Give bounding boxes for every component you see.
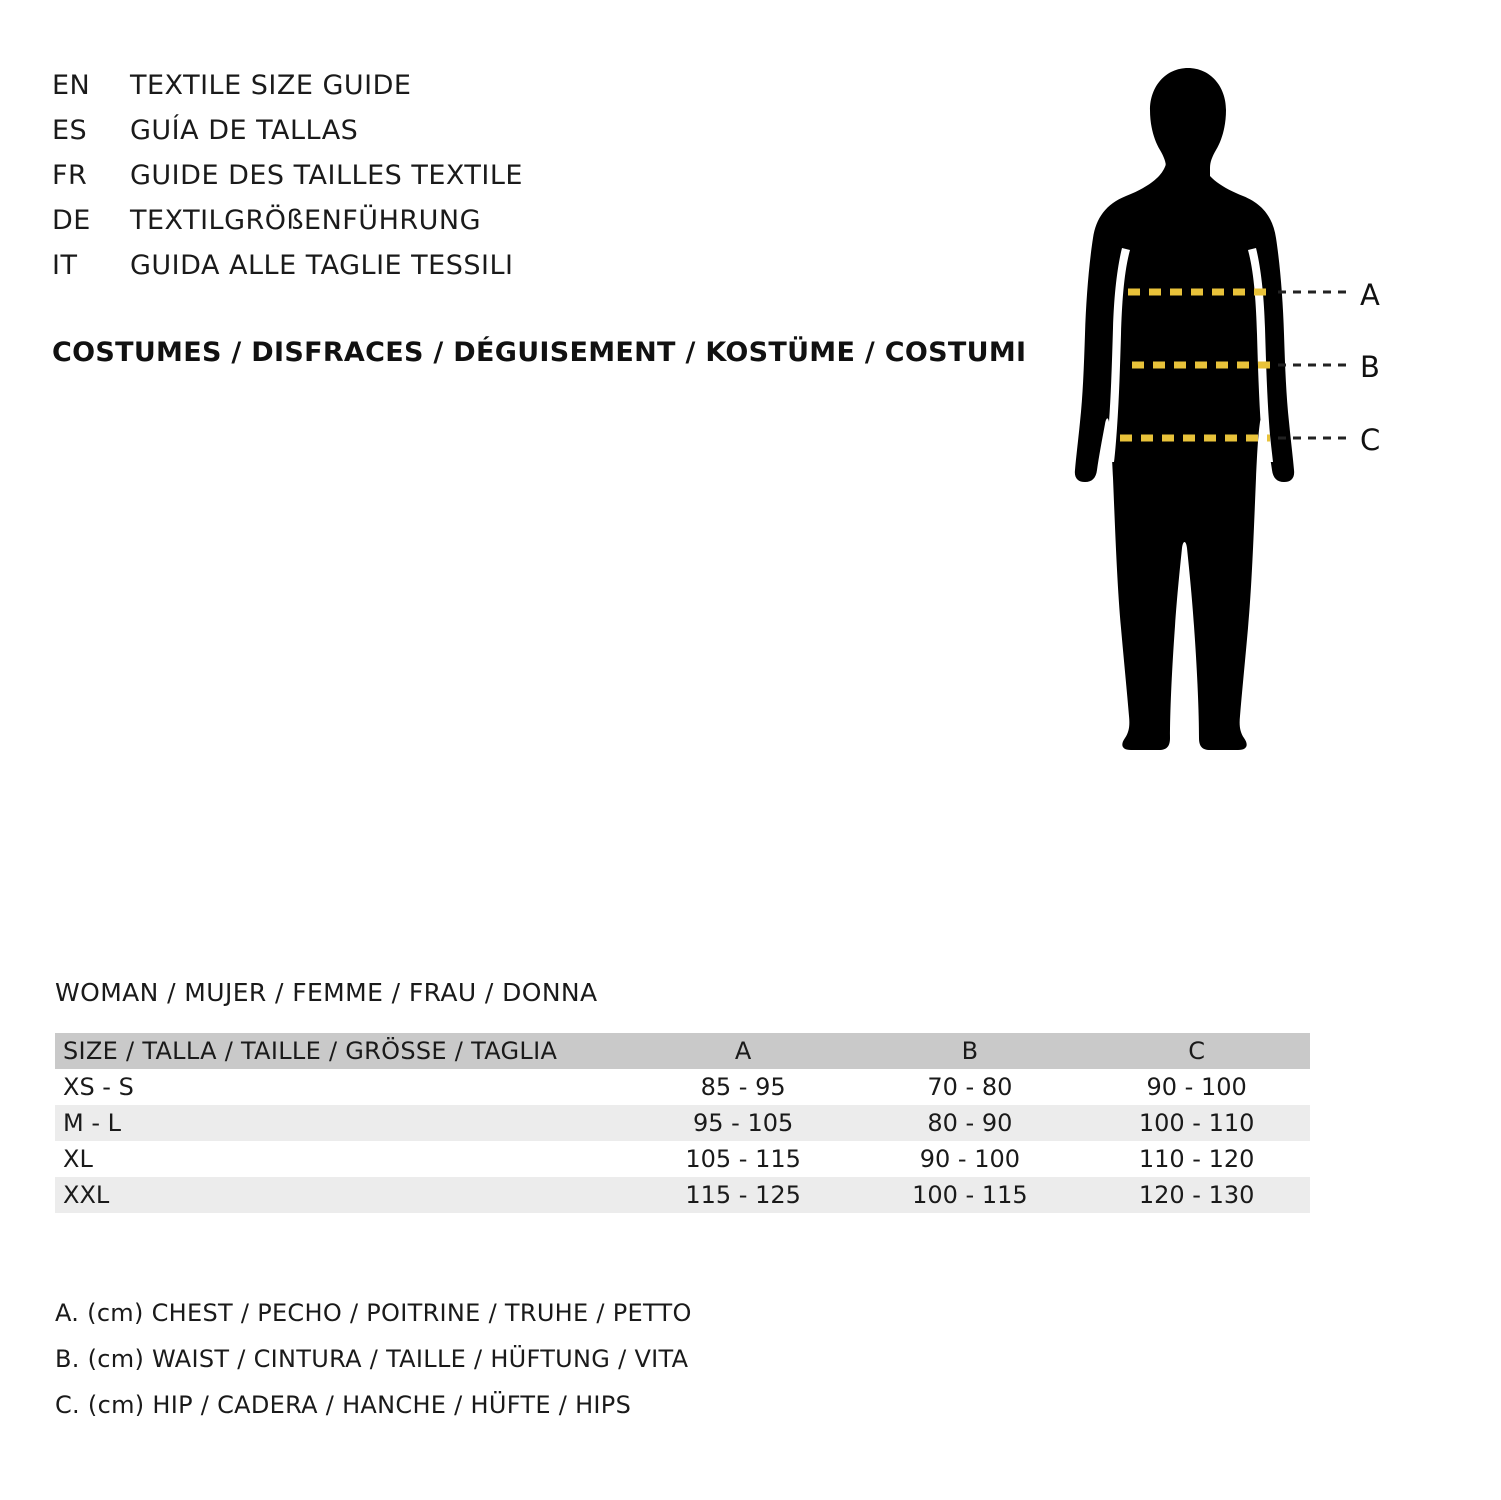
- section-label-woman: WOMAN / MUJER / FEMME / FRAU / DONNA: [55, 978, 598, 1007]
- cell-c: 120 - 130: [1138, 1181, 1255, 1209]
- table-row: [55, 1177, 1310, 1213]
- cell-b: 100 - 115: [912, 1181, 1028, 1209]
- header-b: B: [961, 1037, 979, 1065]
- cell-b: 70 - 80: [927, 1073, 1013, 1101]
- measurement-legend: [55, 1290, 1155, 1428]
- measure-label-b: B: [1360, 350, 1380, 384]
- language-title: TEXTILGRÖßENFÜHRUNG: [130, 205, 482, 236]
- measure-label-a: A: [1360, 278, 1380, 312]
- language-row-es: [52, 115, 1052, 160]
- table-header-row: [55, 1033, 1310, 1069]
- measure-label-c: C: [1360, 423, 1381, 457]
- table-body: [55, 1069, 1310, 1213]
- language-list: [52, 70, 1052, 295]
- language-code: IT: [52, 250, 78, 281]
- cell-c: 90 - 100: [1146, 1073, 1247, 1101]
- table-header: [55, 1033, 1310, 1069]
- cell-size: XS - S: [63, 1073, 134, 1101]
- language-title: TEXTILE SIZE GUIDE: [130, 70, 412, 101]
- language-code: ES: [52, 115, 88, 146]
- legend-line-a: A. (cm) CHEST / PECHO / POITRINE / TRUHE / PETTO: [55, 1299, 692, 1327]
- header-a: A: [734, 1037, 752, 1065]
- table-row: [55, 1141, 1310, 1177]
- table-row: [55, 1105, 1310, 1141]
- female-silhouette-icon: [1020, 60, 1460, 940]
- cell-c: 110 - 120: [1138, 1145, 1255, 1173]
- language-code: FR: [52, 160, 88, 191]
- body-measurement-diagram: [1020, 60, 1460, 940]
- language-title: GUIDA ALLE TAGLIE TESSILI: [130, 250, 514, 281]
- cell-a: 105 - 115: [685, 1145, 801, 1173]
- cell-a: 115 - 125: [685, 1181, 801, 1209]
- cell-size: XXL: [63, 1181, 110, 1209]
- language-code: DE: [52, 205, 91, 236]
- cell-a: 95 - 105: [693, 1109, 794, 1137]
- language-row-fr: [52, 160, 1052, 205]
- language-code: EN: [52, 70, 91, 101]
- header-c: C: [1188, 1037, 1205, 1065]
- costumes-heading: COSTUMES / DISFRACES / DÉGUISEMENT / KOSTÜME / COSTUMI: [52, 337, 1027, 368]
- language-title: GUÍA DE TALLAS: [130, 115, 359, 146]
- language-title: GUIDE DES TAILLES TEXTILE: [130, 160, 523, 191]
- cell-a: 85 - 95: [700, 1073, 786, 1101]
- cell-size: XL: [63, 1145, 93, 1173]
- legend-line-b: B. (cm) WAIST / CINTURA / TAILLE / HÜFTUNG / VITA: [55, 1345, 689, 1373]
- legend-line-c: C. (cm) HIP / CADERA / HANCHE / HÜFTE / HIPS: [55, 1391, 632, 1419]
- table-row: [55, 1069, 1310, 1105]
- header-size: SIZE / TALLA / TAILLE / GRÖSSE / TAGLIA: [63, 1037, 558, 1065]
- language-row-it: [52, 250, 1052, 295]
- cell-c: 100 - 110: [1138, 1109, 1255, 1137]
- cell-b: 80 - 90: [927, 1109, 1013, 1137]
- size-chart-table: [55, 1033, 1310, 1213]
- language-row-en: [52, 70, 1052, 115]
- cell-b: 90 - 100: [919, 1145, 1020, 1173]
- language-row-de: [52, 205, 1052, 250]
- cell-size: M - L: [63, 1109, 121, 1137]
